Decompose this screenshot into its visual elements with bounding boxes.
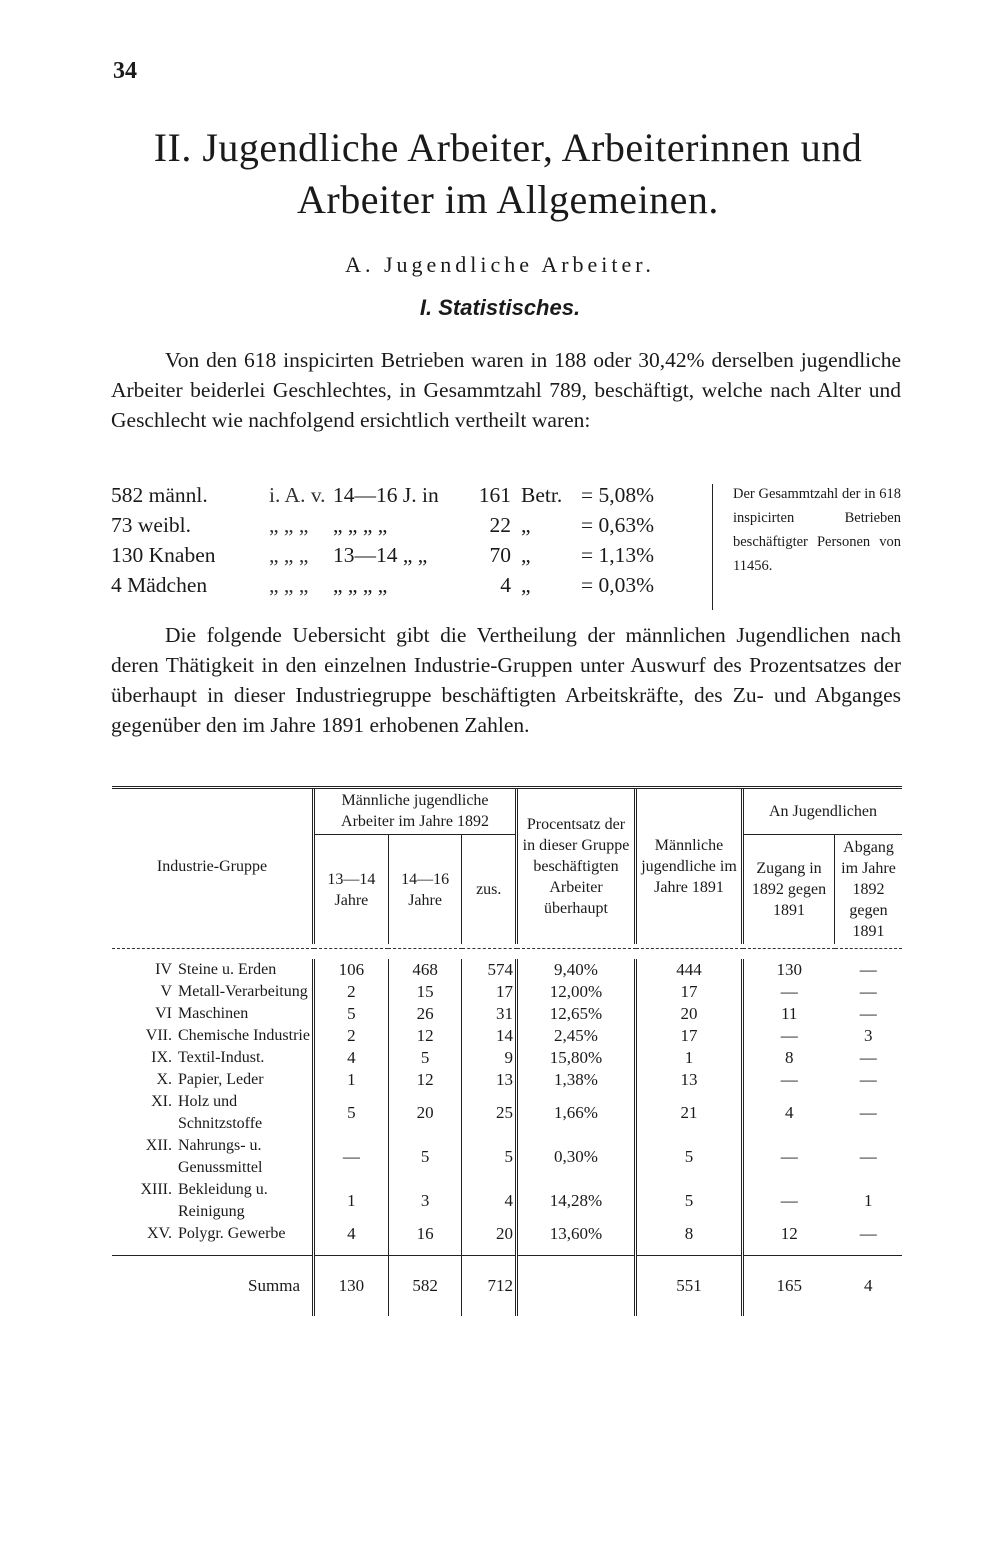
table-row: IX. Textil-Indust. 4 5 9 15,80% 1 8 — [151,1048,877,1067]
col-header-abgang: Abgang im Jahre 1892 gegen 1891 [835,835,903,945]
table-row: VI Maschinen 5 26 31 12,65% 20 11 — [155,1004,877,1023]
stats-row: 582 männl. i. A. v. 14—16 J. in 161 Betr. = 5,08% [111,483,655,507]
col-header-13-14: 13—14 Jahre [314,835,389,945]
industry-table [112,788,902,1316]
col-header-group: Industrie-Gruppe [156,857,268,875]
intro-paragraph: Von den 618 inspicirten Betrieben waren in 188 oder 30,42% derselben jugendliche Arbeiter beiderlei Geschlechtes, in Gesammtzahl 789, beschäftigt, welche nach Alter und Geschlecht wie nachfolgend ersichtlich vertheilt waren: [111,348,901,432]
col-header-zugang: Zugang in 1892 gegen 1891 [743,835,835,945]
col-header-male-1891: Männliche jugendliche im Jahre 1891 [636,788,743,944]
table-row: XII. Nahrungs- u. Genussmittel — 5 5 0,30% 5 — — [112,1135,902,1179]
stats-row: 73 weibl. „ „ „ „ „ „ „ 22 „ = 0,63% [111,513,655,537]
table-row: IV Steine u. Erden 106 468 574 9,40% 444 130 — [155,960,877,979]
table-row: XIII. Bekleidung u. Reinigung 1 3 4 14,28% 5 — 1 [112,1179,902,1223]
col-header-total: zus. [462,835,517,945]
col-header-juveniles: An Jugendlichen [743,788,903,835]
table-row: XV. Polygr. Gewerbe 4 16 20 13,60% 8 12 — [146,1224,877,1243]
sum-row: Summa 130 582 712 551 165 4 [112,1256,902,1317]
side-note: Der Gesammtzahl der in 618 inspicirten Betrieben beschäftigter Personen von 11456. [733,486,901,574]
subsection-heading: I. Statistisches. [419,295,581,320]
col-header-male-1892: Männliche jugendliche Arbeiter im Jahre 1892 [314,788,517,835]
page-number: 34 [113,58,137,84]
col-header-percent: Procentsatz der in dieser Gruppe beschäftigten Arbeiter überhaupt [517,788,636,944]
table-row: XI. Holz und Schnitzstoffe 5 20 25 1,66% 21 4 — [112,1091,902,1135]
stats-row: 4 Mädchen „ „ „ „ „ „ „ 4 „ = 0,03% [111,573,655,597]
brace-divider [712,484,723,610]
page-title: II. Jugendliche Arbeiter, Arbeiterinnen und Arbeiter im Allgemeinen. [153,125,863,222]
table-row: X. Papier, Leder 1 12 13 1,38% 13 — — [156,1070,877,1089]
section-heading: A. Jugendliche Arbeiter. [345,252,655,277]
table-row: V Metall-Verarbeitung 2 15 17 12,00% 17 — — [160,982,877,1001]
col-header-14-16: 14—16 Jahre [388,835,462,945]
stats-row: 130 Knaben „ „ „ 13—14 „ „ 70 „ = 1,13% [111,543,655,567]
overview-paragraph: Die folgende Uebersicht gibt die Vertheilung der männlichen Jugendlichen nach deren Thätigkeit in den einzelnen Industrie-Gruppen unter Auswurf des Prozentsatzes der überhaupt in dieser Industriegruppe beschäftigten Arbeitskräfte, des Zu- und Abganges gegenüber den im Jahre 1891 erhobenen Zahlen. [111,623,901,737]
sum-label: Summa [112,1256,314,1317]
table-row: VII. Chemische Industrie 2 12 14 2,45% 17 — 3 [145,1026,873,1045]
age-sex-breakdown [111,480,711,600]
